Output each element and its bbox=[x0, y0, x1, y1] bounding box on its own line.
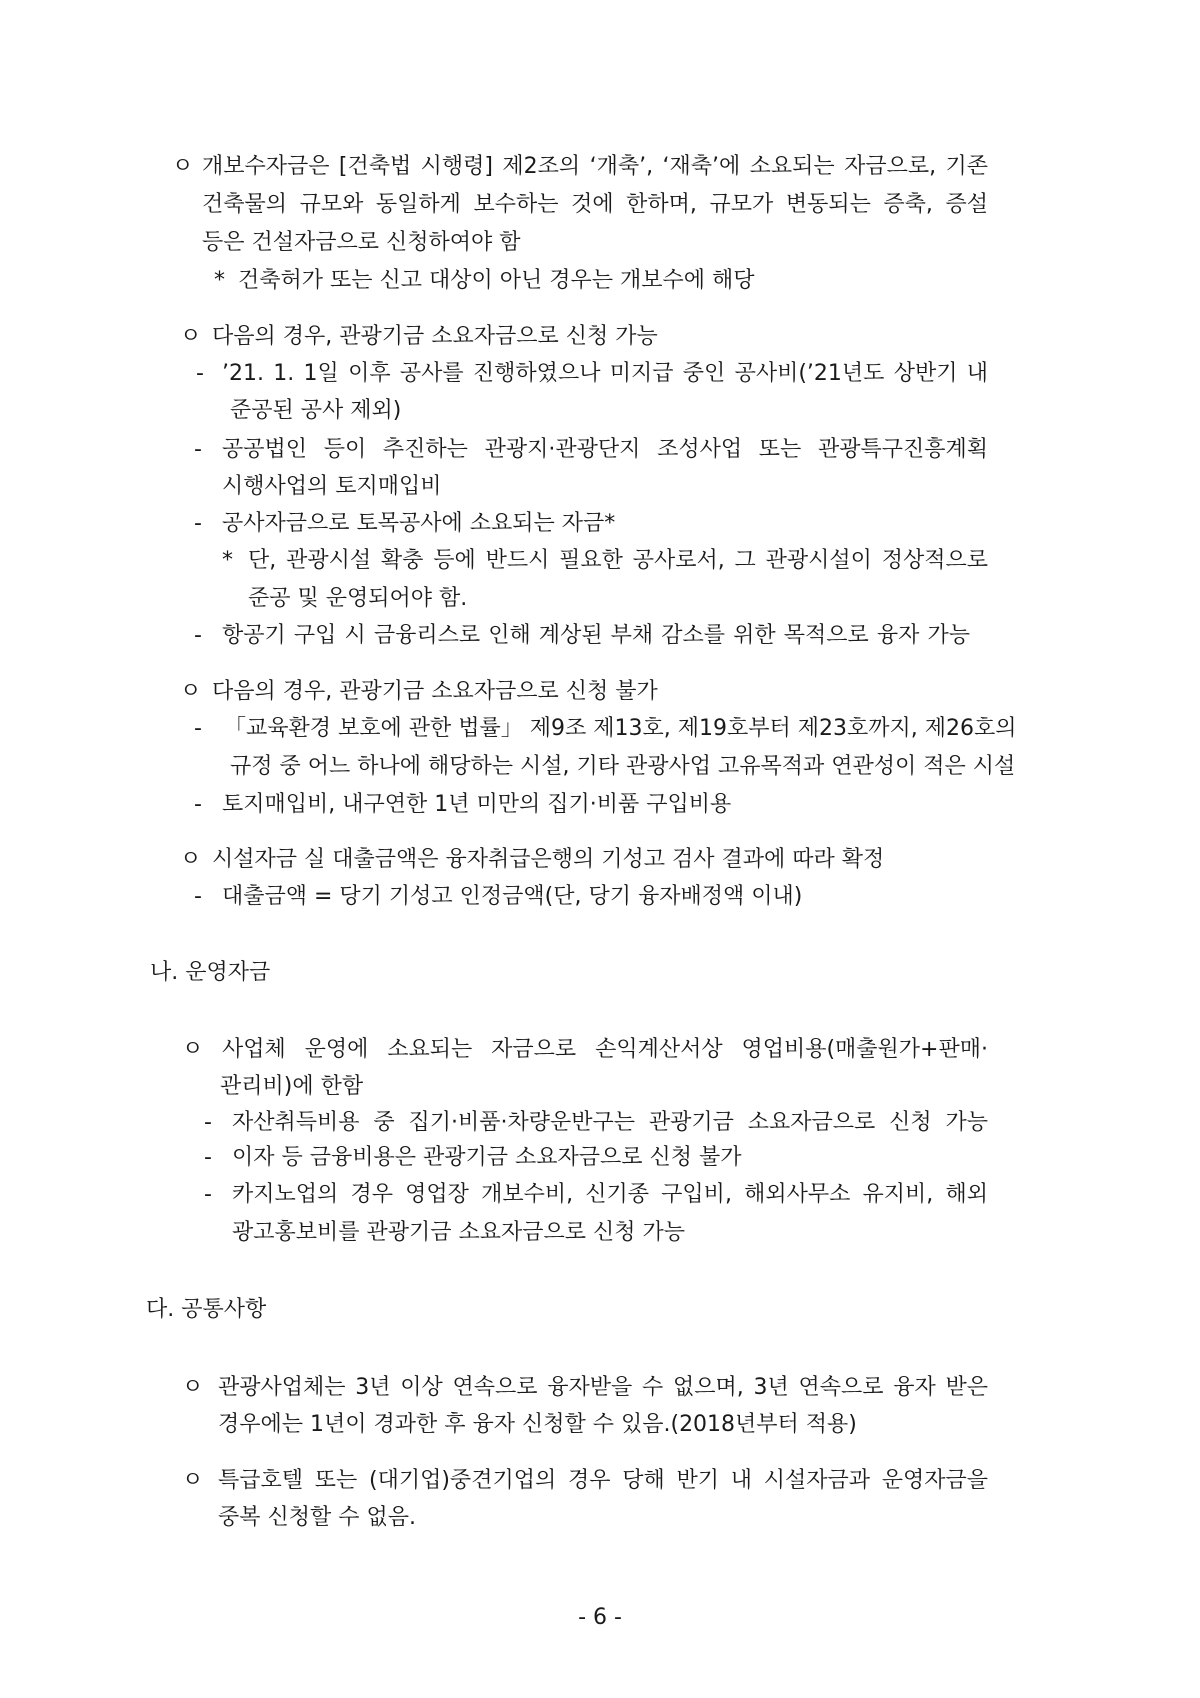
note-marker: * bbox=[222, 548, 233, 573]
page-number: - 6 - bbox=[578, 1605, 622, 1630]
dash-line: 공공법인 등이 추진하는 관광지·관광단지 조성사업 또는 관광특구진흥계획 bbox=[222, 437, 988, 462]
dash-line: 공사자금으로 토목공사에 소요되는 자금* bbox=[222, 511, 616, 536]
paragraph-line: 특급호텔 또는 (대기업)중견기업의 경우 당해 반기 내 시설자금과 운영자금을 bbox=[218, 1468, 988, 1493]
bullet-marker: ㅇ bbox=[182, 1375, 204, 1400]
section-heading: 나. 운영자금 bbox=[150, 960, 271, 985]
dash-line: 광고홍보비를 관광기금 소요자금으로 신청 가능 bbox=[232, 1220, 686, 1245]
dash-line: 이자 등 금융비용은 관광기금 소요자금으로 신청 불가 bbox=[232, 1145, 742, 1170]
note-line: 단, 관광시설 확충 등에 반드시 필요한 공사로서, 그 관광시설이 정상적으로 bbox=[248, 548, 988, 573]
bullet-marker: ㅇ bbox=[180, 324, 202, 349]
dash-line: 항공기 구입 시 금융리스로 인해 계상된 부채 감소를 위한 목적으로 융자 가능 bbox=[222, 623, 970, 648]
note-marker: * bbox=[214, 268, 225, 293]
paragraph-line: 경우에는 1년이 경과한 후 융자 신청할 수 있음.(2018년부터 적용) bbox=[218, 1412, 857, 1437]
paragraph-line: 다음의 경우, 관광기금 소요자금으로 신청 가능 bbox=[212, 324, 658, 349]
section-heading: 다. 공통사항 bbox=[146, 1297, 267, 1322]
paragraph-line: 시설자금 실 대출금액은 융자취급은행의 기성고 검사 결과에 따라 확정 bbox=[212, 847, 885, 872]
dash-line: 자산취득비용 중 집기·비품·차량운반구는 관광기금 소요자금으로 신청 가능 bbox=[232, 1110, 988, 1135]
dash-marker: - bbox=[194, 884, 202, 909]
dash-marker: - bbox=[194, 792, 202, 817]
bullet-marker: ㅇ bbox=[180, 847, 202, 872]
bullet-marker: ㅇ bbox=[182, 1037, 204, 1062]
note-line: 준공 및 운영되어야 함. bbox=[248, 586, 468, 611]
paragraph-line: 등은 건설자금으로 신청하여야 함 bbox=[202, 230, 521, 255]
dash-marker: - bbox=[196, 361, 204, 386]
dash-marker: - bbox=[194, 437, 202, 462]
paragraph-line: 개보수자금은 [건축법 시행령] 제2조의 ‘개축’, ‘재축’에 소요되는 자금으로, 기존 bbox=[202, 154, 988, 179]
dash-marker: - bbox=[204, 1182, 212, 1207]
dash-marker: - bbox=[204, 1110, 212, 1135]
note-line: 건축허가 또는 신고 대상이 아닌 경우는 개보수에 해당 bbox=[238, 268, 755, 293]
dash-marker: - bbox=[194, 623, 202, 648]
dash-line: 시행사업의 토지매입비 bbox=[222, 474, 442, 499]
bullet-marker: ㅇ bbox=[172, 154, 194, 179]
paragraph-line: 중복 신청할 수 없음. bbox=[218, 1505, 416, 1530]
bullet-marker: ㅇ bbox=[182, 1468, 204, 1493]
paragraph-line: 다음의 경우, 관광기금 소요자금으로 신청 불가 bbox=[212, 679, 658, 704]
dash-line: 준공된 공사 제외) bbox=[230, 398, 402, 423]
paragraph-line: 건축물의 규모와 동일하게 보수하는 것에 한하며, 규모가 변동되는 증축, 증설 bbox=[202, 192, 988, 217]
paragraph-line: 관광사업체는 3년 이상 연속으로 융자받을 수 없으며, 3년 연속으로 융자 받은 bbox=[218, 1375, 988, 1400]
paragraph-line: 사업체 운영에 소요되는 자금으로 손익계산서상 영업비용(매출원가+판매· bbox=[222, 1037, 988, 1062]
dash-line: 「교육환경 보호에 관한 법률」 제9조 제13호, 제19호부터 제23호까지, 제26호의 bbox=[224, 716, 1017, 741]
dash-line: ’21. 1. 1일 이후 공사를 진행하였으나 미지급 중인 공사비(’21년도 상반기 내 bbox=[222, 361, 988, 386]
dash-line: 규정 중 어느 하나에 해당하는 시설, 기타 관광사업 고유목적과 연관성이 적은 시설 bbox=[230, 754, 1016, 779]
dash-line: 대출금액 = 당기 기성고 인정금액(단, 당기 융자배정액 이내) bbox=[222, 884, 803, 909]
paragraph-line: 관리비)에 한함 bbox=[220, 1074, 364, 1099]
dash-line: 토지매입비, 내구연한 1년 미만의 집기·비품 구입비용 bbox=[222, 792, 732, 817]
bullet-marker: ㅇ bbox=[180, 679, 202, 704]
dash-marker: - bbox=[204, 1145, 212, 1170]
dash-marker: - bbox=[194, 511, 202, 536]
dash-marker: - bbox=[194, 716, 202, 741]
dash-line: 카지노업의 경우 영업장 개보수비, 신기종 구입비, 해외사무소 유지비, 해외 bbox=[232, 1182, 988, 1207]
